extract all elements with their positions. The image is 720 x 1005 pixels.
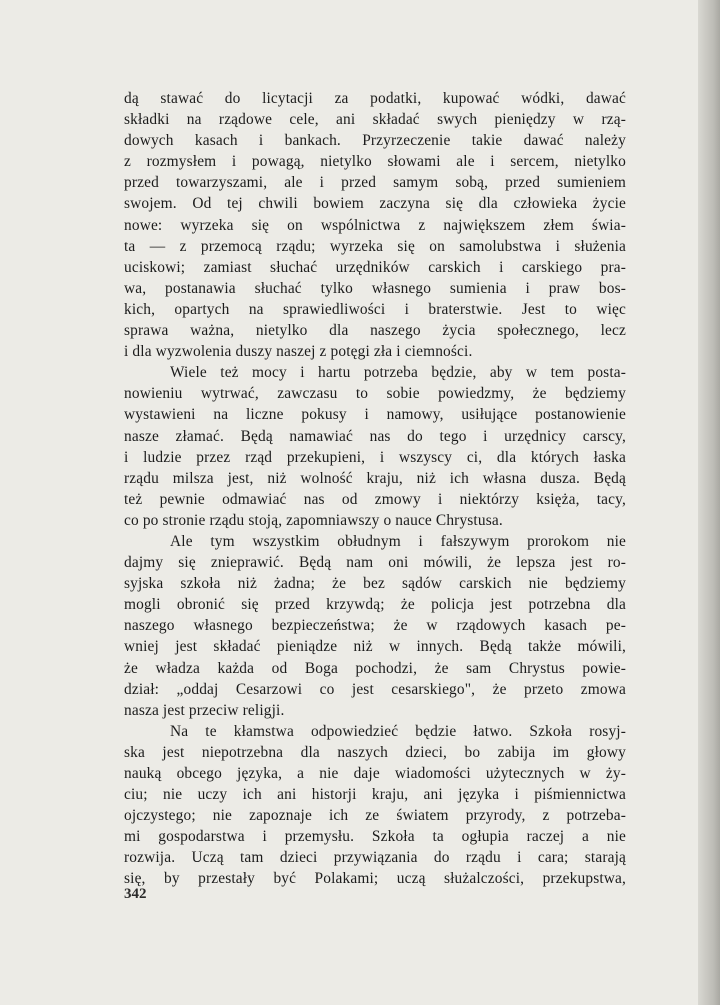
text-line: nauką obcego języka, a nie daje wiadomości użytecznych w ży- bbox=[124, 765, 626, 782]
text-line: dział: „oddaj Cesarzowi co jest cesarskiego", że przeto zmowa bbox=[124, 680, 626, 698]
text-line: Wiele też mocy i hartu potrzeba będzie, aby w tem posta- bbox=[170, 364, 626, 382]
body-text bbox=[124, 88, 626, 890]
page-spine-shadow bbox=[698, 0, 720, 1005]
text-line: przed towarzyszami, ale i przed samym sobą, przed sumieniem bbox=[124, 174, 626, 192]
page-number: 342 bbox=[124, 886, 147, 902]
text-line: z rozmysłem i powagą, nietylko słowami ale i sercem, nietylko bbox=[124, 153, 626, 171]
text-line: dowych kasach i bankach. Przyrzeczenie takie dawać należy bbox=[124, 132, 626, 150]
text-line: wniej jest składać pieniądze niż w innych. Będą także mówili, bbox=[124, 638, 626, 656]
text-line: rządu milsza jest, niż wolność kraju, niż ich własna dusza. Będą bbox=[124, 469, 626, 487]
text-line: ska jest niepotrzebna dla naszych dzieci, bo zabija im głowy bbox=[124, 743, 626, 761]
text-line: naszego własnego bezpieczeństwa; że w rządowych kasach pe- bbox=[124, 617, 626, 635]
text-line: wystawieni na liczne pokusy i namowy, usiłujące postanowienie bbox=[124, 406, 626, 424]
text-line: ciu; nie uczy ich ani historji kraju, ani języka i piśmiennictwa bbox=[124, 786, 626, 804]
text-line: Ale tym wszystkim obłudnym i fałszywym prorokom nie bbox=[170, 532, 626, 550]
text-line: wa, postanawia słuchać tylko własnego sumienia i praw bos- bbox=[124, 279, 626, 297]
text-line: mogli obronić się przed krzywdą; że policja jest potrzebna dla bbox=[124, 596, 626, 614]
text-line: i dla wyzwolenia duszy naszej z potęgi zła i ciemności. bbox=[124, 343, 473, 361]
text-line: dajmy się znieprawić. Będą nam oni mówili, że lepsza jest ro- bbox=[124, 554, 626, 572]
text-line: rozwija. Uczą tam dzieci przywiązania do rządu i cara; starają bbox=[124, 849, 626, 867]
text-line: nasza jest przeciw religji. bbox=[124, 701, 285, 719]
text-line: nowe: wyrzeka się on wspólnictwa z największem złem świa- bbox=[124, 216, 626, 234]
text-line: nowieniu wytrwać, zawczasu to sobie powiedzmy, że będziemy bbox=[124, 385, 626, 403]
text-line: i ludzie przez rząd przekupieni, i wszyscy ci, dla których łaska bbox=[124, 448, 626, 466]
text-line: się, by przestały być Polakami; uczą służalczości, przekupstwa, bbox=[124, 870, 626, 888]
text-line: co po stronie rządu stoją, zapomniawszy o nauce Chrystusa. bbox=[124, 511, 503, 529]
text-line: że władza każda od Boga pochodzi, że sam Chrystus powie- bbox=[124, 659, 626, 677]
text-line: uciskowi; zamiast słuchać urzędników carskich i carskiego pra- bbox=[124, 258, 626, 276]
text-line: syjska szkoła niż żadna; że bez sądów carskich nie będziemy bbox=[124, 575, 626, 593]
text-line: kich, opartych na sprawiedliwości i braterstwie. Jest to więc bbox=[124, 300, 626, 318]
text-line: dą stawać do licytacji za podatki, kupować wódki, dawać bbox=[124, 90, 626, 107]
text-line: mi gospodarstwa i przemysłu. Szkoła ta ogłupia raczej a nie bbox=[124, 828, 626, 846]
text-line: nasze złamać. Będą namawiać nas do tego i urzędnicy carscy, bbox=[124, 427, 626, 445]
text-line: ojczystego; nie zapoznaje ich ze światem przyrody, z potrzeba- bbox=[124, 807, 626, 825]
text-line: Na te kłamstwa odpowiedzieć będzie łatwo. Szkoła rosyj- bbox=[170, 722, 626, 740]
text-line: ta — z przemocą rządu; wyrzeka się on samolubstwa i służenia bbox=[124, 237, 626, 255]
text-line: swojem. Od tej chwili bowiem zaczyna się dla człowieka życie bbox=[124, 195, 626, 213]
text-line: też pewnie odmawiać nas od zmowy i niektórzy księża, tacy, bbox=[124, 490, 626, 508]
text-line: składki na rządowe cele, ani składać swych pieniędzy w rzą- bbox=[124, 111, 626, 129]
text-line: sprawa ważna, nietylko dla naszego życia społecznego, lecz bbox=[124, 322, 626, 340]
